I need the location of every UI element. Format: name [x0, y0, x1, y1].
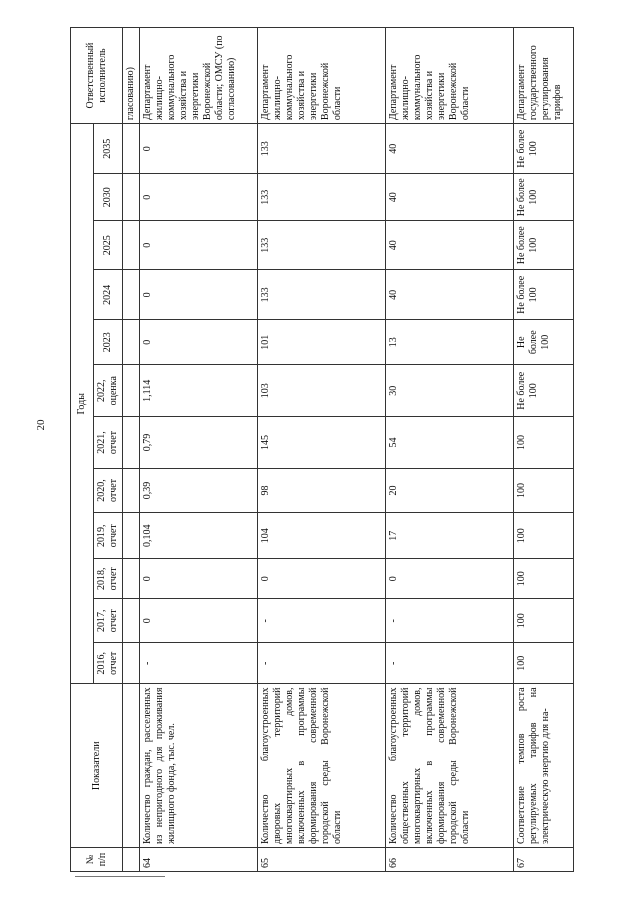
- header-year: 2021, отчет: [94, 417, 123, 468]
- header-indicator: Показатели: [71, 684, 123, 848]
- row-value: -: [258, 643, 386, 684]
- row-executor: Департамент государственного регулирования тарифов: [514, 28, 574, 124]
- header-year: 2022, оценка: [94, 365, 123, 417]
- row-value: 103: [258, 365, 386, 417]
- table-row: [386, 28, 514, 872]
- row-num: 66: [386, 848, 514, 872]
- row-executor: Департамент жилищно-коммунального хозяйства и энергетики Воронежской области; ОМСУ (по согласованию): [140, 28, 258, 124]
- continuation-executor: гласованию): [123, 28, 140, 124]
- page-number: 20: [35, 419, 47, 431]
- row-value: Не более 100: [514, 270, 574, 320]
- row-value: 0: [258, 559, 386, 599]
- table-row: [514, 28, 574, 872]
- row-num: 67: [514, 848, 574, 872]
- row-num: 65: [258, 848, 386, 872]
- row-executor: Департамент жилищно-коммунального хозяйства и энергетики Воронежской области: [386, 28, 514, 124]
- header-year: 2023: [94, 320, 123, 365]
- row-value: 100: [514, 559, 574, 599]
- row-value: 100: [514, 417, 574, 468]
- row-indicator: Количество благоустроенных дворовых территорий многоквартирных домов, включенных в программы формирования современной городской среды Воронежской области: [258, 684, 386, 848]
- row-value: 0: [140, 599, 258, 643]
- header-executor: Ответственный исполнитель: [71, 28, 123, 124]
- row-value: 0,104: [140, 513, 258, 559]
- row-value: 30: [386, 365, 514, 417]
- row-value: 20: [386, 468, 514, 513]
- row-value: 101: [258, 320, 386, 365]
- table-row: [140, 28, 258, 872]
- footnote-divider: [75, 876, 165, 877]
- row-value: Не более 100: [514, 320, 574, 365]
- row-value: Не более 100: [514, 124, 574, 174]
- row-value: Не более 100: [514, 221, 574, 270]
- header-year: 2016, отчет: [94, 643, 123, 684]
- row-value: 40: [386, 221, 514, 270]
- row-value: 40: [386, 174, 514, 221]
- row-value: -: [140, 643, 258, 684]
- indicators-table: [70, 27, 574, 872]
- header-year: 2025: [94, 221, 123, 270]
- row-value: 40: [386, 124, 514, 174]
- row-value: 17: [386, 513, 514, 559]
- row-value: -: [386, 643, 514, 684]
- header-year: 2020, отчет: [94, 468, 123, 513]
- row-value: 100: [514, 599, 574, 643]
- row-value: 0: [140, 320, 258, 365]
- row-value: 1,114: [140, 365, 258, 417]
- header-num: № п/п: [71, 848, 123, 872]
- row-value: 0,39: [140, 468, 258, 513]
- row-value: 0: [140, 124, 258, 174]
- header-year: 2017, отчет: [94, 599, 123, 643]
- row-executor: Департамент жилищно-коммунального хозяйства и энергетики Воронежской области: [258, 28, 386, 124]
- header-year: 2018, отчет: [94, 559, 123, 599]
- row-value: 0: [140, 559, 258, 599]
- continuation-row: [123, 28, 140, 872]
- row-value: 100: [514, 468, 574, 513]
- header-year: 2030: [94, 174, 123, 221]
- table-row: [258, 28, 386, 872]
- rotated-table-container: [70, 27, 586, 872]
- row-value: Не более 100: [514, 365, 574, 417]
- row-value: 100: [514, 643, 574, 684]
- row-value: 98: [258, 468, 386, 513]
- row-value: 40: [386, 270, 514, 320]
- row-value: Не более 100: [514, 174, 574, 221]
- row-value: 0,79: [140, 417, 258, 468]
- row-value: 145: [258, 417, 386, 468]
- row-indicator: Количество граждан, расселенных из непригодного для проживания жилищного фонда, тыс. чел.: [140, 684, 258, 848]
- row-value: 100: [514, 513, 574, 559]
- row-value: 0: [386, 559, 514, 599]
- header-year: 2024: [94, 270, 123, 320]
- row-value: -: [386, 599, 514, 643]
- row-value: 133: [258, 174, 386, 221]
- header-years-group: Годы: [71, 124, 94, 684]
- row-value: 0: [140, 270, 258, 320]
- row-value: 104: [258, 513, 386, 559]
- row-value: 133: [258, 270, 386, 320]
- row-value: 133: [258, 221, 386, 270]
- header-year: 2019, отчет: [94, 513, 123, 559]
- row-value: 0: [140, 221, 258, 270]
- table-header: [71, 28, 123, 872]
- row-value: -: [258, 599, 386, 643]
- row-indicator: Соответствие темпов роста регулируемых тарифов на электрическую энергию для на-: [514, 684, 574, 848]
- row-value: 13: [386, 320, 514, 365]
- row-value: 54: [386, 417, 514, 468]
- row-indicator: Количество благоустроенных общественных территорий многоквартирных домов, включенных в программы формирования современной городской среды Воронежской области: [386, 684, 514, 848]
- row-value: 0: [140, 174, 258, 221]
- row-value: 133: [258, 124, 386, 174]
- header-year: 2035: [94, 124, 123, 174]
- row-num: 64: [140, 848, 258, 872]
